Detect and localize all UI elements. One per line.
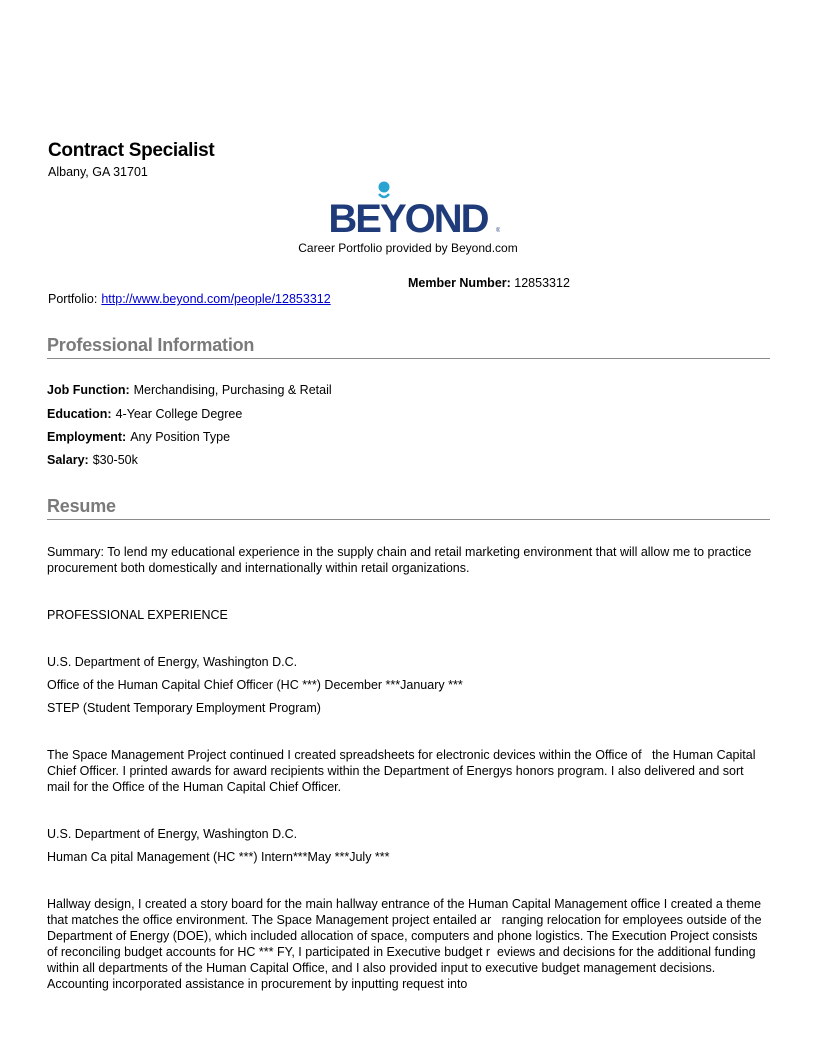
salary-value: $30-50k <box>92 453 138 467</box>
info-job-function <box>47 383 332 397</box>
svg-text:®: ® <box>496 228 500 234</box>
member-number-value: 12853312 <box>514 276 570 290</box>
resume-summary: Summary: To lend my educational experience in the supply chain and retail marketing environment that will allow me to practice procurement both domestically and internationally within retail organizations. <box>47 545 752 575</box>
portfolio-link[interactable]: http://www.beyond.com/people/12853312 <box>101 292 331 306</box>
education-label: Education: <box>47 407 112 421</box>
job1-program: STEP (Student Temporary Employment Program) <box>47 701 321 715</box>
job-function-value: Merchandising, Purchasing & Retail <box>133 383 332 397</box>
experience-heading: PROFESSIONAL EXPERIENCE <box>47 608 228 622</box>
employment-value: Any Position Type <box>130 430 231 444</box>
section-professional-information: Professional Information <box>47 335 770 359</box>
job2-description: Hallway design, I created a story board for the main hallway entrance of the Human Capital Management office I created a theme that matches the office environment. The Space Management project entailed ar ranging relocation for employees outside of the Department of Energy (DOE), which included allocation of space, computers and phone logistics. The Execution Project consists of reconciling budget accounts for HC *** FY, I participated in Executive budget r eviews and decisions for the additional funding within all departments of the Human Capital Office, and I also provided input to executive budget management decisions. Accounting incorporated assistance in procurement by inputting request into <box>47 897 766 991</box>
job1-description: The Space Management Project continued I created spreadsheets for electronic devices within the Office of the Human Capital Chief Officer. I printed awards for award recipients within the Department of Energys honors program. I also delivered and sort mail for the Office of the Human Capital Chief Officer. <box>47 748 759 794</box>
info-education <box>47 407 242 421</box>
section-resume: Resume <box>47 496 770 520</box>
job-location: Albany, GA 31701 <box>48 165 148 179</box>
job-title: Contract Specialist <box>48 140 215 161</box>
portfolio-label: Portfolio: <box>48 292 98 306</box>
job2-employer: U.S. Department of Energy, Washington D.C. <box>47 827 298 841</box>
provided-by-text: Career Portfolio provided by Beyond.com <box>298 241 518 255</box>
info-employment <box>47 430 230 444</box>
job-function-label: Job Function: <box>47 383 130 397</box>
logo-dot-icon <box>379 182 390 193</box>
employment-label: Employment: <box>47 430 127 444</box>
logo-wordmark: BEYOND <box>328 197 488 238</box>
info-salary <box>47 453 138 467</box>
job1-employer: U.S. Department of Energy, Washington D.C. <box>47 655 298 669</box>
member-number-label: Member Number: <box>408 276 511 290</box>
education-value: 4-Year College Degree <box>115 407 243 421</box>
job2-position: Human Ca pital Management (HC ***) Intern***May ***July *** <box>47 850 390 864</box>
member-number <box>408 276 570 290</box>
salary-label: Salary: <box>47 453 89 467</box>
portfolio-line <box>48 292 331 306</box>
job1-position: Office of the Human Capital Chief Officer (HC ***) December ***January *** <box>47 678 463 692</box>
beyond-logo <box>316 180 500 238</box>
